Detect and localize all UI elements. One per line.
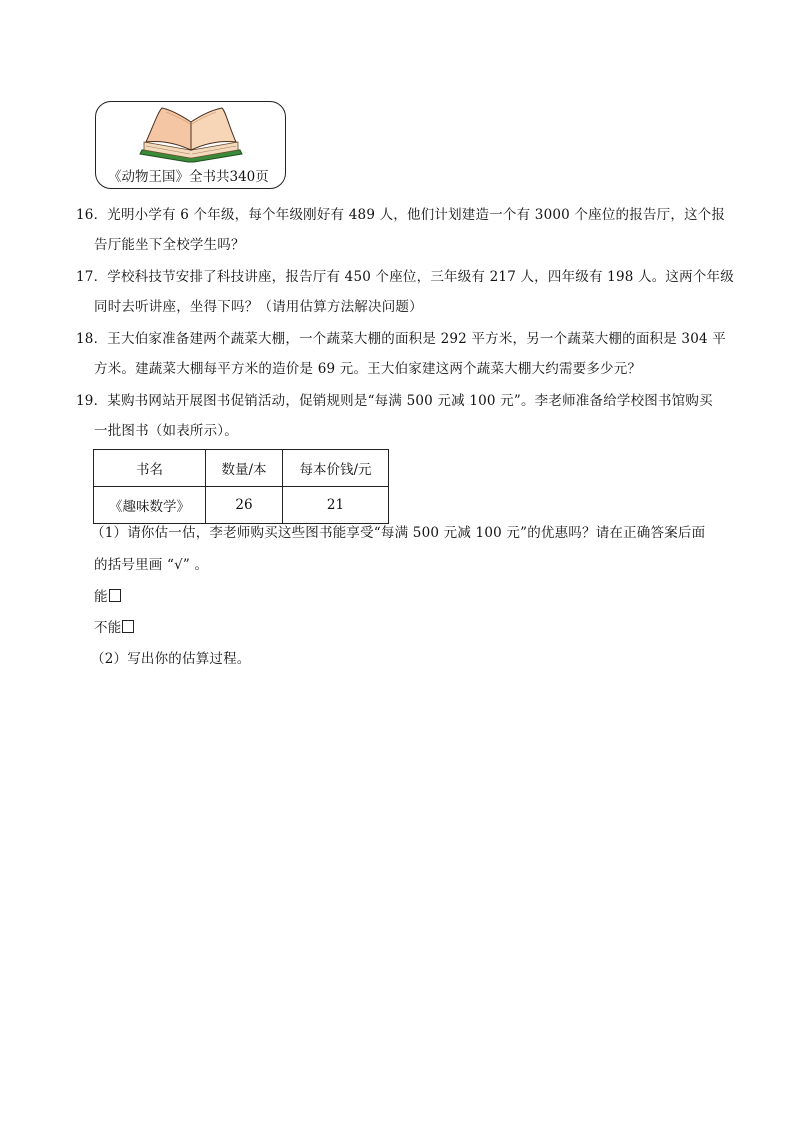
table-cell: 26 — [206, 487, 283, 524]
q17-line2: 同时去听讲座，坐得下吗？（请用估算方法解决问题） — [94, 299, 423, 315]
option-no-label: 不能 — [94, 620, 122, 636]
table-cell: 《趣味数学》 — [94, 487, 206, 524]
option-yes — [94, 587, 121, 607]
table-cell: 21 — [283, 487, 389, 524]
q19-part1-line1: （1）请你估一估，李老师购买这些图书能享受“每满 500 元减 100 元”的优惠吗？请在正确答案后面 — [91, 525, 706, 541]
q19-part1-line2: 的括号里画 “√” 。 — [94, 557, 209, 573]
option-yes-label: 能 — [94, 589, 108, 605]
table-header-row — [94, 450, 389, 487]
q18-line2: 方米。建蔬菜大棚每平方米的造价是 69 元。王大伯家建这两个蔬菜大棚大约需要多少元？ — [94, 361, 642, 377]
q19-part2: （2）写出你的估算过程。 — [91, 651, 251, 667]
checkbox-no[interactable] — [122, 620, 134, 633]
q18-line1: 18．王大伯家准备建两个蔬菜大棚，一个蔬菜大棚的面积是 292 平方米，另一个蔬菜大棚的面积是 304 平 — [76, 331, 726, 347]
table-row — [94, 487, 389, 524]
q16-line2: 告厅能坐下全校学生吗？ — [94, 237, 245, 253]
q19-line1: 19．某购书网站开展图书促销活动，促销规则是“每满 500 元减 100 元”。李老师准备给学校图书馆购买 — [76, 393, 713, 409]
table-header-cell: 每本价钱/元 — [283, 450, 389, 487]
book-caption: 《动物王国》全书共340页 — [108, 169, 269, 185]
option-no — [94, 618, 134, 638]
q16-line1: 16．光明小学有 6 个年级，每个年级刚好有 489 人，他们计划建造一个有 3000 个座位的报告厅，这个报 — [76, 207, 726, 223]
open-book-icon — [136, 104, 246, 166]
checkbox-yes[interactable] — [109, 589, 121, 602]
q17-line1: 17．学校科技节安排了科技讲座，报告厅有 450 个座位，三年级有 217 人，四年级有 198 人。这两个年级 — [76, 269, 734, 285]
book-table — [93, 449, 389, 524]
q19-line2: 一批图书（如表所示）。 — [94, 423, 238, 439]
table-header-cell: 书名 — [94, 450, 206, 487]
table-header-cell: 数量/本 — [206, 450, 283, 487]
